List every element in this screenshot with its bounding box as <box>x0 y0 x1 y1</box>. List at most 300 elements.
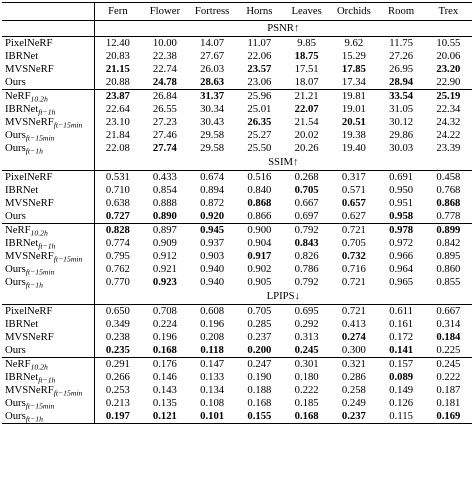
column-header: Orchids <box>330 3 377 21</box>
score-cell: 20.02 <box>294 129 319 141</box>
table-row <box>2 263 472 276</box>
score-cell: 0.888 <box>152 197 177 209</box>
method-name: IBRNet <box>5 103 39 115</box>
score-cell: 0.235 <box>94 344 141 358</box>
score-cell: 0.197 <box>94 410 141 424</box>
score-cell: 10.00 <box>152 37 177 49</box>
score-cell: 0.972 <box>389 237 414 249</box>
score-cell: 27.46 <box>152 129 177 141</box>
score-cell: 0.237 <box>330 410 377 424</box>
score-cell: 23.20 <box>436 63 461 75</box>
score-cell: 19.81 <box>341 90 366 102</box>
score-cell: 0.921 <box>152 263 177 275</box>
score-cell: 0.902 <box>247 263 272 275</box>
score-cell: 0.667 <box>436 305 461 317</box>
method-name: IBRNet <box>5 318 39 330</box>
score-cell: 0.433 <box>152 171 177 183</box>
score-cell: 0.705 <box>341 237 366 249</box>
score-cell: 0.458 <box>436 171 461 183</box>
score-cell: 0.792 <box>294 224 319 236</box>
score-cell: 0.200 <box>236 344 283 358</box>
score-cell: 23.10 <box>105 116 130 128</box>
score-cell: 21.54 <box>294 116 319 128</box>
score-cell: 0.172 <box>389 331 414 343</box>
method-name: IBRNet <box>5 371 39 383</box>
score-cell: 0.966 <box>389 250 414 262</box>
score-cell: 0.169 <box>425 410 472 424</box>
score-cell: 25.96 <box>247 90 272 102</box>
score-cell: 0.313 <box>294 331 319 343</box>
score-cell: 0.903 <box>200 250 225 262</box>
section-header-row <box>2 21 472 37</box>
score-cell: 20.83 <box>105 50 130 62</box>
score-cell: 0.897 <box>152 224 177 236</box>
score-cell: 0.245 <box>283 344 330 358</box>
method-label <box>2 63 94 76</box>
table-row <box>2 358 472 372</box>
score-cell: 0.213 <box>105 397 130 409</box>
score-cell: 22.07 <box>294 103 319 115</box>
score-cell: 0.187 <box>436 384 461 396</box>
score-cell: 0.135 <box>152 397 177 409</box>
score-cell: 0.285 <box>247 318 272 330</box>
score-cell: 17.34 <box>330 76 377 90</box>
section-title: LPIPS↓ <box>94 289 472 305</box>
table-row <box>2 50 472 63</box>
method-label <box>2 384 94 397</box>
score-cell: 0.253 <box>105 384 130 396</box>
score-cell: 0.716 <box>341 263 366 275</box>
score-cell: 0.905 <box>247 276 272 288</box>
method-label <box>2 344 94 358</box>
method-subscript: ft−15min <box>25 133 55 143</box>
score-cell: 0.321 <box>341 358 366 370</box>
score-cell: 0.176 <box>152 358 177 370</box>
table-row <box>2 410 472 424</box>
method-label <box>2 76 94 90</box>
method-name: NeRF <box>5 90 31 102</box>
method-label <box>2 210 94 224</box>
score-cell: 0.274 <box>341 331 366 343</box>
score-cell: 0.247 <box>247 358 272 370</box>
table-row <box>2 184 472 197</box>
table-row <box>2 116 472 129</box>
section-header-spacer <box>2 21 94 37</box>
score-cell: 30.34 <box>200 103 225 115</box>
score-cell: 0.268 <box>294 171 319 183</box>
score-cell: 27.74 <box>152 142 177 154</box>
score-cell: 0.843 <box>294 237 319 249</box>
score-cell: 0.292 <box>294 318 319 330</box>
score-cell: 0.349 <box>105 318 130 330</box>
score-cell: 31.37 <box>200 90 225 102</box>
score-cell: 0.143 <box>152 384 177 396</box>
score-cell: 0.855 <box>436 276 461 288</box>
score-cell: 0.180 <box>294 371 319 383</box>
score-cell: 0.121 <box>141 410 188 424</box>
score-cell: 0.721 <box>341 224 366 236</box>
method-name: PixelNeRF <box>5 37 53 49</box>
score-cell: 0.695 <box>294 305 319 317</box>
score-cell: 19.38 <box>341 129 366 141</box>
method-name: NeRF <box>5 358 31 370</box>
score-cell: 0.168 <box>141 344 188 358</box>
column-header: Fern <box>94 3 141 21</box>
score-cell: 0.258 <box>341 384 366 396</box>
table-header-row <box>2 3 472 21</box>
score-cell: 0.157 <box>389 358 414 370</box>
table-row <box>2 318 472 331</box>
score-cell: 20.88 <box>94 76 141 90</box>
results-table <box>2 2 472 424</box>
score-cell: 0.118 <box>189 344 236 358</box>
score-cell: 0.762 <box>105 263 130 275</box>
method-label <box>2 410 94 424</box>
score-cell: 19.40 <box>341 142 366 154</box>
score-cell: 0.657 <box>341 197 366 209</box>
method-name: MVSNeRF <box>5 116 54 128</box>
method-label <box>2 171 94 185</box>
score-cell: 0.964 <box>389 263 414 275</box>
score-cell: 29.86 <box>389 129 414 141</box>
score-cell: 30.12 <box>389 116 414 128</box>
score-cell: 0.249 <box>341 397 366 409</box>
score-cell: 0.291 <box>105 358 130 370</box>
table-row <box>2 76 472 90</box>
method-label <box>2 331 94 344</box>
table-row <box>2 371 472 384</box>
table-row <box>2 344 472 358</box>
score-cell: 0.224 <box>152 318 177 330</box>
score-cell: 10.55 <box>436 37 461 49</box>
score-cell: 26.35 <box>247 116 272 128</box>
method-label <box>2 318 94 331</box>
score-cell: 19.01 <box>341 103 366 115</box>
score-cell: 0.923 <box>152 276 177 288</box>
column-header: Room <box>378 3 425 21</box>
score-cell: 26.55 <box>152 103 177 115</box>
table-row <box>2 142 472 155</box>
score-cell: 0.899 <box>436 224 461 236</box>
score-cell: 27.23 <box>152 116 177 128</box>
score-cell: 0.842 <box>436 237 461 249</box>
score-cell: 20.26 <box>294 142 319 154</box>
score-cell: 31.05 <box>389 103 414 115</box>
score-cell: 0.868 <box>436 197 461 209</box>
score-cell: 0.301 <box>294 358 319 370</box>
score-cell: 18.07 <box>283 76 330 90</box>
score-cell: 0.638 <box>105 197 130 209</box>
score-cell: 0.238 <box>105 331 130 343</box>
score-cell: 0.940 <box>200 276 225 288</box>
table-row <box>2 224 472 238</box>
score-cell: 0.854 <box>152 184 177 196</box>
table-row <box>2 237 472 250</box>
section-header-spacer <box>2 155 94 171</box>
score-cell: 15.29 <box>341 50 366 62</box>
score-cell: 0.190 <box>247 371 272 383</box>
section-title: SSIM↑ <box>94 155 472 171</box>
method-name: IBRNet <box>5 237 39 249</box>
method-name: IBRNet <box>5 184 39 196</box>
score-cell: 0.840 <box>247 184 272 196</box>
score-cell: 0.168 <box>283 410 330 424</box>
score-cell: 0.134 <box>200 384 225 396</box>
method-label <box>2 250 94 263</box>
score-cell: 21.84 <box>105 129 130 141</box>
column-header: Trex <box>425 3 472 21</box>
method-subscript: ft−1h <box>38 107 56 117</box>
method-subscript: 10.2h <box>30 94 48 104</box>
table-body <box>2 21 472 424</box>
score-cell: 0.108 <box>200 397 225 409</box>
score-cell: 0.089 <box>389 371 414 383</box>
score-cell: 0.795 <box>105 250 130 262</box>
score-cell: 0.184 <box>436 331 461 343</box>
method-name: MVSNeRF <box>5 197 54 209</box>
score-cell: 18.75 <box>294 50 319 62</box>
score-cell: 0.920 <box>189 210 236 224</box>
score-cell: 22.06 <box>247 50 272 62</box>
column-header: Fortress <box>189 3 236 21</box>
score-cell: 22.64 <box>105 103 130 115</box>
score-cell: 25.27 <box>247 129 272 141</box>
score-cell: 0.727 <box>94 210 141 224</box>
method-label <box>2 142 94 155</box>
method-subscript: ft−15min <box>53 120 83 130</box>
method-name: Ours <box>5 344 26 356</box>
score-cell: 0.705 <box>247 305 272 317</box>
method-name: MVSNeRF <box>5 63 54 75</box>
score-cell: 0.978 <box>389 224 414 236</box>
score-cell: 0.208 <box>200 331 225 343</box>
score-cell: 0.266 <box>105 371 130 383</box>
method-subscript: ft−15min <box>53 254 83 264</box>
method-name: PixelNeRF <box>5 305 53 317</box>
score-cell: 0.531 <box>105 171 130 183</box>
method-name: Ours <box>5 410 26 422</box>
method-name: Ours <box>5 76 26 88</box>
score-cell: 0.860 <box>436 263 461 275</box>
score-cell: 0.705 <box>294 184 319 196</box>
score-cell: 22.34 <box>436 103 461 115</box>
score-cell: 0.161 <box>389 318 414 330</box>
score-cell: 0.300 <box>330 344 377 358</box>
score-cell: 24.78 <box>141 76 188 90</box>
score-cell: 27.67 <box>200 50 225 62</box>
score-cell: 23.39 <box>436 142 461 154</box>
method-label <box>2 116 94 129</box>
method-name: MVSNeRF <box>5 331 54 343</box>
score-cell: 22.90 <box>425 76 472 90</box>
score-cell: 0.958 <box>378 210 425 224</box>
score-cell: 0.149 <box>389 384 414 396</box>
method-subscript: 10.2h <box>30 228 48 238</box>
corner-cell <box>2 3 94 21</box>
score-cell: 0.904 <box>247 237 272 249</box>
score-cell: 0.650 <box>105 305 130 317</box>
score-cell: 22.74 <box>152 63 177 75</box>
score-cell: 0.937 <box>200 237 225 249</box>
score-cell: 0.286 <box>341 371 366 383</box>
score-cell: 0.768 <box>436 184 461 196</box>
score-cell: 24.32 <box>436 116 461 128</box>
score-cell: 24.22 <box>436 129 461 141</box>
score-cell: 0.181 <box>436 397 461 409</box>
score-cell: 25.19 <box>436 90 461 102</box>
score-cell: 21.21 <box>294 90 319 102</box>
score-cell: 20.51 <box>341 116 366 128</box>
method-label <box>2 197 94 210</box>
score-cell: 0.721 <box>341 276 366 288</box>
method-subscript: ft−15min <box>25 401 55 411</box>
score-cell: 0.222 <box>294 384 319 396</box>
score-cell: 0.245 <box>436 358 461 370</box>
score-cell: 0.691 <box>389 171 414 183</box>
method-label <box>2 90 94 104</box>
score-cell: 0.168 <box>247 397 272 409</box>
score-cell: 0.185 <box>294 397 319 409</box>
method-name: IBRNet <box>5 50 39 62</box>
score-cell: 25.01 <box>247 103 272 115</box>
method-label <box>2 129 94 142</box>
method-name: Ours <box>5 263 26 275</box>
score-cell: 20.06 <box>436 50 461 62</box>
method-label <box>2 371 94 384</box>
table-row <box>2 331 472 344</box>
score-cell: 23.87 <box>105 90 130 102</box>
score-cell: 0.608 <box>200 305 225 317</box>
score-cell: 12.40 <box>105 37 130 49</box>
method-label <box>2 305 94 319</box>
score-cell: 0.770 <box>105 276 130 288</box>
table-row <box>2 305 472 319</box>
score-cell: 11.75 <box>389 37 413 49</box>
score-cell: 0.866 <box>236 210 283 224</box>
score-cell: 0.945 <box>200 224 225 236</box>
score-cell: 0.516 <box>247 171 272 183</box>
score-cell: 0.774 <box>105 237 130 249</box>
column-header: Leaves <box>283 3 330 21</box>
method-name: Ours <box>5 397 26 409</box>
score-cell: 21.15 <box>105 63 130 75</box>
score-cell: 0.950 <box>389 184 414 196</box>
score-cell: 0.951 <box>389 197 414 209</box>
method-label <box>2 37 94 51</box>
score-cell: 0.667 <box>294 197 319 209</box>
table-row <box>2 197 472 210</box>
score-cell: 0.611 <box>389 305 413 317</box>
table-row <box>2 103 472 116</box>
method-label <box>2 397 94 410</box>
table-row <box>2 63 472 76</box>
column-header: Flower <box>141 3 188 21</box>
score-cell: 0.872 <box>200 197 225 209</box>
score-cell: 0.571 <box>341 184 366 196</box>
method-subscript: ft−1h <box>38 241 56 251</box>
method-name: MVSNeRF <box>5 384 54 396</box>
score-cell: 0.196 <box>152 331 177 343</box>
section-header-spacer <box>2 289 94 305</box>
method-label <box>2 276 94 289</box>
score-cell: 0.697 <box>283 210 330 224</box>
score-cell: 22.38 <box>152 50 177 62</box>
score-cell: 0.225 <box>425 344 472 358</box>
score-cell: 0.826 <box>294 250 319 262</box>
method-subscript: ft−15min <box>25 267 55 277</box>
method-label <box>2 263 94 276</box>
table-row <box>2 384 472 397</box>
method-subscript: ft−1h <box>25 146 43 156</box>
method-label <box>2 358 94 372</box>
score-cell: 0.133 <box>200 371 225 383</box>
section-title: PSNR↑ <box>94 21 472 37</box>
score-cell: 0.674 <box>200 171 225 183</box>
score-cell: 9.62 <box>344 37 364 49</box>
score-cell: 0.101 <box>189 410 236 424</box>
score-cell: 0.894 <box>200 184 225 196</box>
score-cell: 9.85 <box>297 37 316 49</box>
score-cell: 14.07 <box>200 37 225 49</box>
method-name: Ours <box>5 276 26 288</box>
score-cell: 17.51 <box>294 63 319 75</box>
method-subscript: ft−1h <box>38 375 56 385</box>
table-row <box>2 171 472 185</box>
score-cell: 0.732 <box>341 250 366 262</box>
table-row <box>2 210 472 224</box>
method-label <box>2 237 94 250</box>
score-cell: 26.95 <box>389 63 414 75</box>
score-cell: 0.778 <box>425 210 472 224</box>
score-cell: 28.63 <box>189 76 236 90</box>
table-row <box>2 250 472 263</box>
score-cell: 0.147 <box>200 358 225 370</box>
score-cell: 0.196 <box>200 318 225 330</box>
score-cell: 0.155 <box>236 410 283 424</box>
score-cell: 26.84 <box>152 90 177 102</box>
table-row <box>2 90 472 104</box>
score-cell: 0.413 <box>341 318 366 330</box>
score-cell: 29.58 <box>200 142 225 154</box>
method-name: NeRF <box>5 224 31 236</box>
score-cell: 0.917 <box>247 250 272 262</box>
score-cell: 0.895 <box>436 250 461 262</box>
score-cell: 0.786 <box>294 263 319 275</box>
score-cell: 0.188 <box>247 384 272 396</box>
score-cell: 0.710 <box>105 184 130 196</box>
table-row <box>2 129 472 142</box>
score-cell: 22.08 <box>105 142 130 154</box>
score-cell: 0.222 <box>436 371 461 383</box>
method-subscript: 10.2h <box>30 362 48 372</box>
score-cell: 0.115 <box>378 410 425 424</box>
table-row <box>2 397 472 410</box>
method-name: Ours <box>5 129 26 141</box>
score-cell: 30.03 <box>389 142 414 154</box>
score-cell: 0.912 <box>152 250 177 262</box>
method-name: Ours <box>5 210 26 222</box>
score-cell: 0.940 <box>200 263 225 275</box>
score-cell: 0.146 <box>152 371 177 383</box>
score-cell: 0.965 <box>389 276 414 288</box>
score-cell: 0.890 <box>141 210 188 224</box>
score-cell: 11.07 <box>247 37 272 49</box>
score-cell: 23.57 <box>247 63 272 75</box>
score-cell: 0.126 <box>389 397 414 409</box>
method-subscript: ft−1h <box>25 414 43 424</box>
method-label <box>2 184 94 197</box>
score-cell: 17.85 <box>341 63 366 75</box>
